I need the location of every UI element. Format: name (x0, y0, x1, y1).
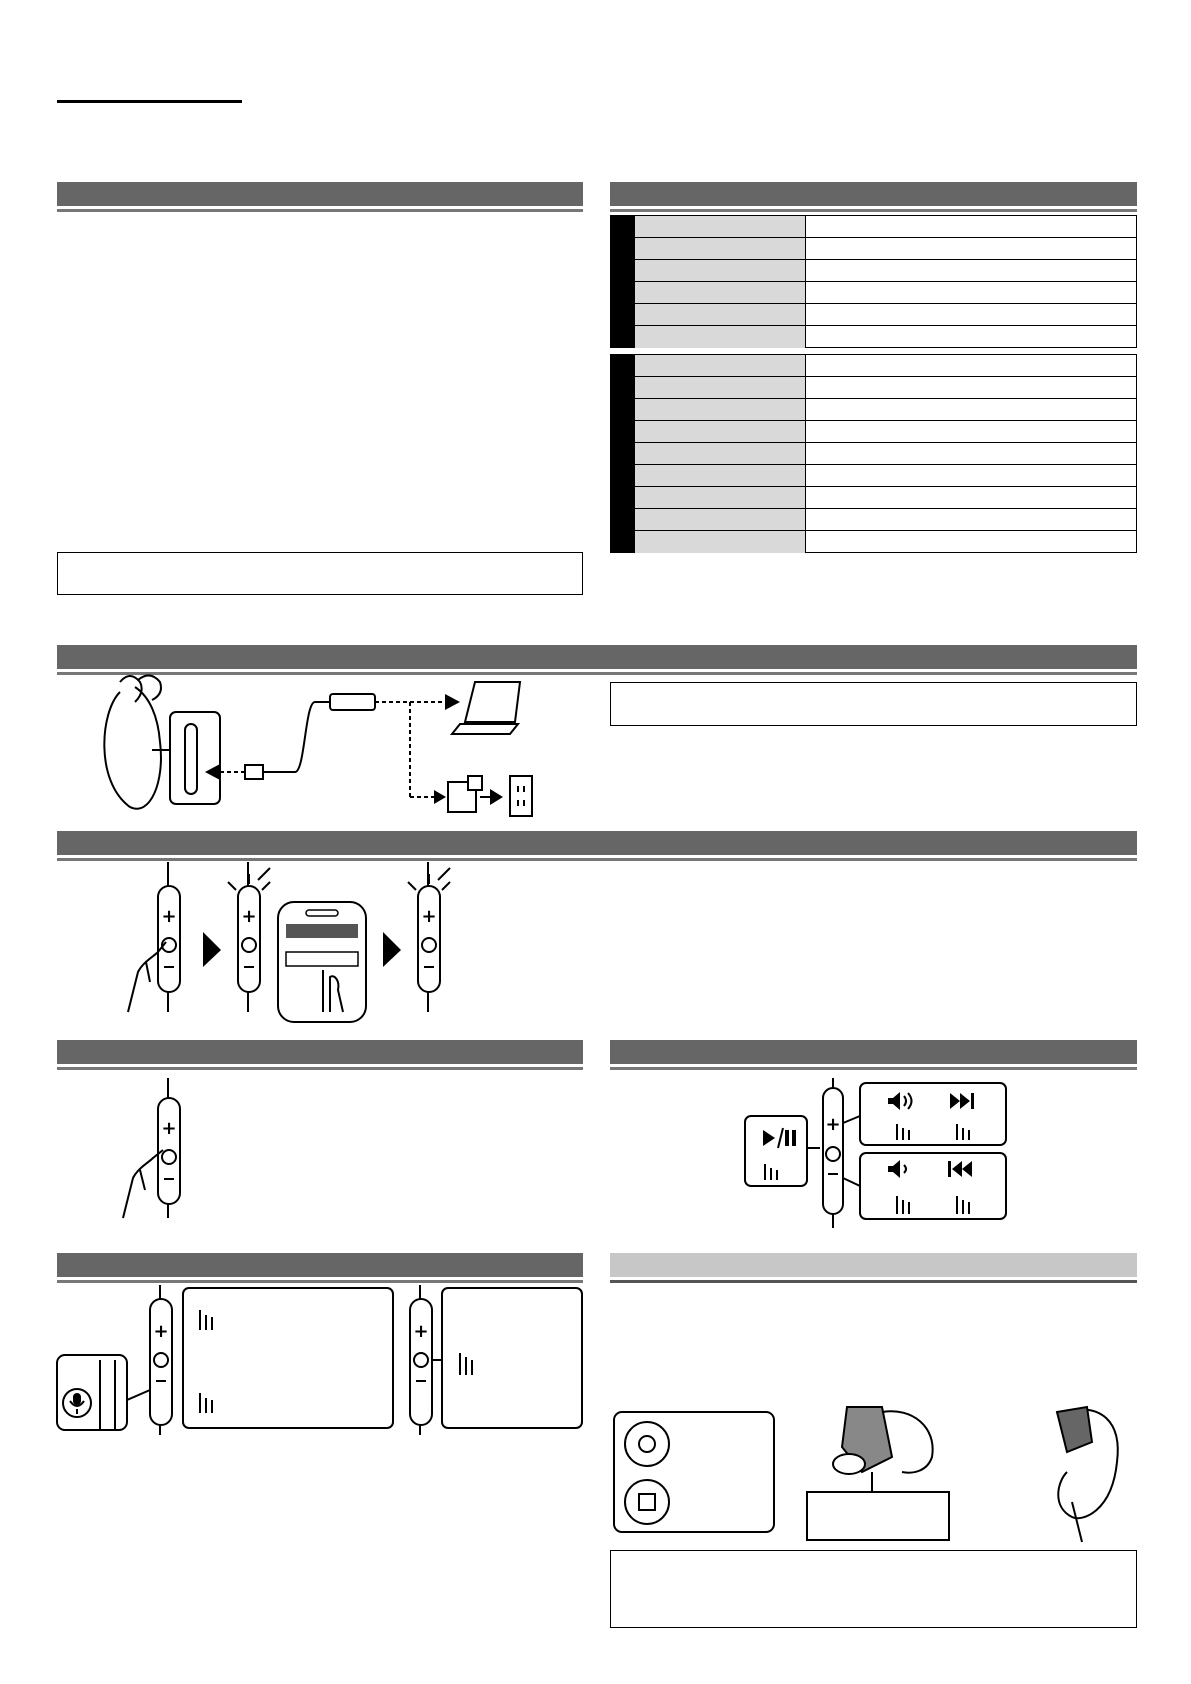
section-bar-pairing (57, 831, 1137, 858)
spec-label-cell (635, 260, 806, 282)
section-title (57, 1257, 65, 1273)
svg-text:+: + (161, 906, 177, 927)
section-bar-wearing (610, 1253, 1137, 1280)
svg-text:+: + (421, 906, 437, 927)
spec-value-cell (806, 465, 1137, 487)
section-title (57, 835, 65, 851)
note-box-about (57, 552, 583, 595)
spec-label-cell (635, 443, 806, 465)
section-bar-specifications (610, 182, 1137, 209)
arrow-right-icon (203, 932, 221, 967)
earpiece-icon (833, 1407, 933, 1474)
section-title (57, 1044, 65, 1060)
section-title (610, 1257, 618, 1273)
section-title (610, 186, 618, 202)
spec-value-cell (806, 260, 1137, 282)
spec-value-cell (806, 355, 1137, 377)
spec-value-cell (806, 399, 1137, 421)
spec-value-cell (806, 421, 1137, 443)
spec-value-cell (806, 443, 1137, 465)
spec-label-cell (635, 304, 806, 326)
spec-value-cell (806, 238, 1137, 260)
arrow-right-icon (445, 694, 460, 710)
spec-value-cell (806, 216, 1137, 238)
section-title (57, 649, 65, 665)
volume-up-next-box (860, 1083, 1006, 1145)
earpiece-note-box (807, 1492, 949, 1540)
spec-value-cell (806, 326, 1137, 348)
ear-hook (120, 675, 161, 702)
spec-row (635, 259, 1137, 282)
section-bar-music-control (610, 1040, 1137, 1067)
spec-group-side-bar (610, 354, 635, 552)
section-bar-about (57, 182, 583, 209)
wearing-illustration (612, 1402, 1142, 1552)
note-box-charging (610, 682, 1137, 726)
spec-label-cell (635, 509, 806, 531)
spec-row (635, 464, 1137, 487)
spec-row (635, 237, 1137, 260)
remote-body (185, 724, 197, 794)
smartphone-icon (278, 902, 366, 1022)
section-bar-calls (57, 1253, 583, 1280)
section-bar-charging (57, 645, 1137, 672)
spec-label-cell (635, 282, 806, 304)
call-actions-box (183, 1288, 393, 1428)
spec-value-cell (806, 377, 1137, 399)
spec-label-cell (635, 326, 806, 348)
spec-row (635, 530, 1137, 553)
svg-text:+: + (413, 1321, 429, 1342)
spec-row (635, 420, 1137, 443)
spec-value-cell (806, 509, 1137, 531)
volume-down-previous-box (860, 1153, 1006, 1219)
spec-label-cell (635, 355, 806, 377)
spec-value-cell (806, 487, 1137, 509)
svg-text:+: + (825, 1114, 841, 1135)
calls-illustration (55, 1285, 585, 1435)
spec-row (635, 398, 1137, 421)
spec-label-cell (635, 421, 806, 443)
pairing-illustration (118, 862, 478, 1012)
arrow-right-icon (490, 789, 503, 805)
spec-label-cell (635, 377, 806, 399)
spec-row (635, 303, 1137, 326)
ear-worn-icon (1057, 1407, 1118, 1542)
spec-row (635, 376, 1137, 399)
charging-illustration (90, 672, 650, 812)
spec-value-cell (806, 531, 1137, 553)
spec-table-group-2 (610, 354, 1137, 553)
spec-label-cell (635, 465, 806, 487)
music-control-illustration (745, 1078, 1015, 1228)
ac-adapter-icon (448, 776, 482, 812)
wall-outlet-icon (510, 776, 532, 816)
arrow-right-icon (383, 932, 401, 967)
spec-row (635, 442, 1137, 465)
section-bar-power (57, 1040, 583, 1067)
spec-row (635, 281, 1137, 304)
remote-control-step-3 (408, 862, 450, 1012)
svg-text:+: + (241, 906, 257, 927)
spec-row (635, 325, 1137, 348)
spec-table-group-1 (610, 215, 1137, 348)
section-title (610, 1044, 618, 1060)
spec-value-cell (806, 304, 1137, 326)
svg-text:+: + (161, 1118, 177, 1139)
spec-label-cell (635, 238, 806, 260)
section-title (57, 186, 65, 202)
spec-label-cell (635, 531, 806, 553)
laptop-icon (452, 682, 520, 734)
call-reject-box (442, 1288, 582, 1428)
power-illustration (118, 1078, 198, 1218)
usb-cable (263, 702, 330, 772)
remote-control-step-2 (228, 862, 270, 1012)
spec-label-cell (635, 399, 806, 421)
spec-group-side-bar (610, 215, 635, 347)
usb-plug (330, 694, 375, 710)
spec-row (635, 508, 1137, 531)
spec-row (635, 486, 1137, 509)
note-box-wearing (610, 1550, 1137, 1628)
spec-label-cell (635, 216, 806, 238)
spec-label-cell (635, 487, 806, 509)
page-title (57, 74, 242, 96)
spec-value-cell (806, 282, 1137, 304)
spec-row (635, 354, 1137, 377)
page-title-underline (57, 100, 242, 103)
headphone-cable (104, 687, 161, 809)
remote-control-step-1 (128, 862, 180, 1012)
spec-row (635, 215, 1137, 238)
svg-text:+: + (153, 1321, 169, 1342)
